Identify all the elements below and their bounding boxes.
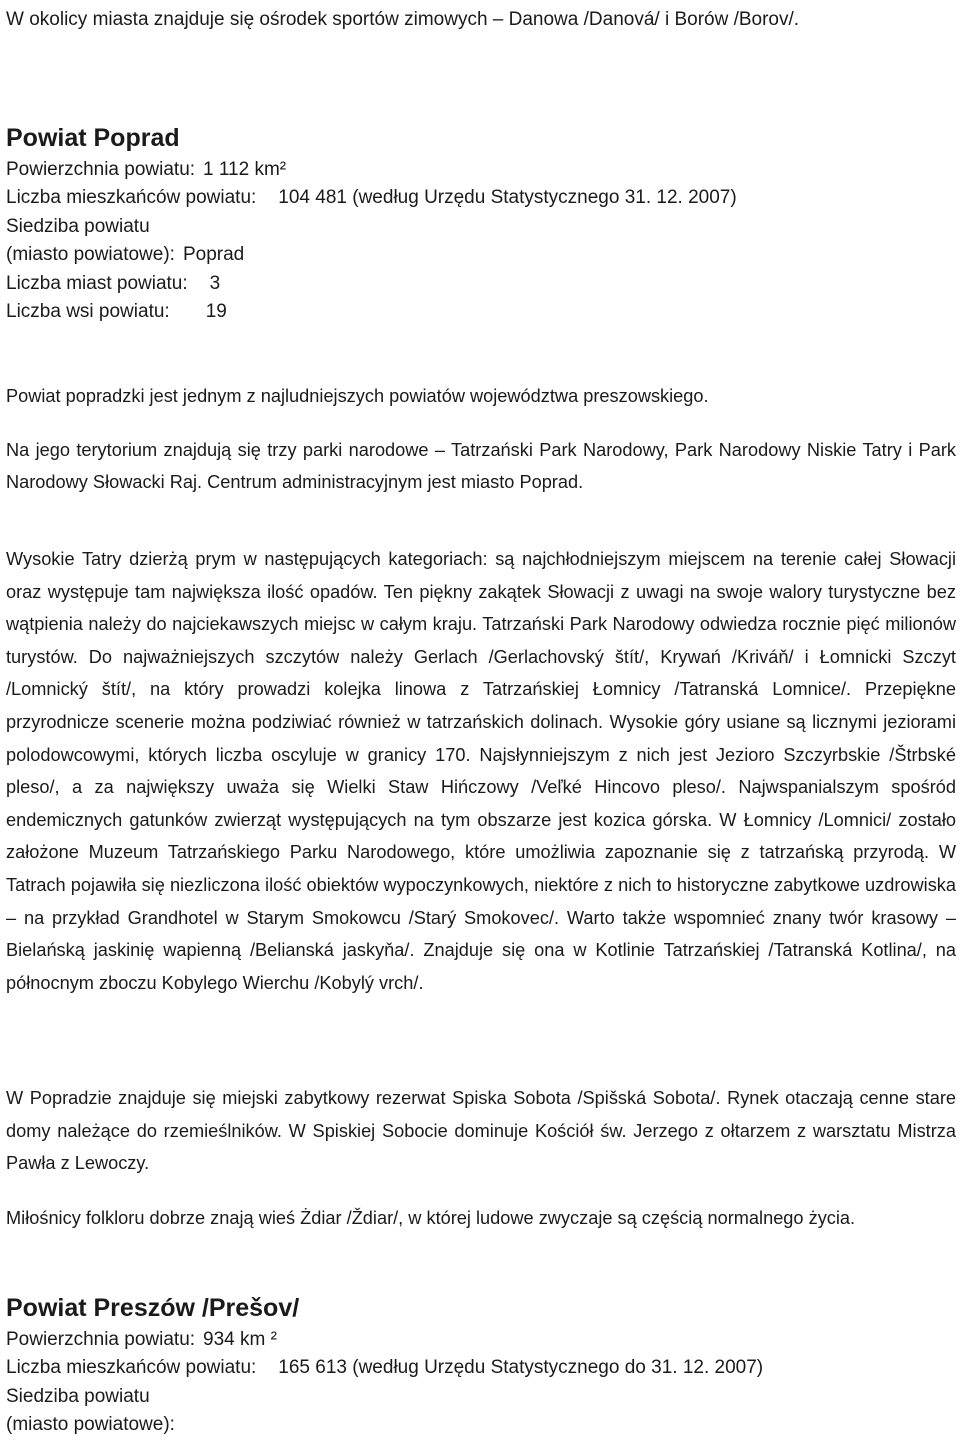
section-title-poprad: Powiat Poprad xyxy=(6,124,180,152)
poprad-paragraph-4: W Popradzie znajduje się miejski zabytkowy rezerwat Spiska Sobota /Spišská Sobota/. Rynek otaczają cenne stare domy należące do rzemieślników. W Spiskiej Sobocie dominuje Kościół św. Jerzego z ołtarzem z warsztatu Mistrza Pawła z Lewoczy. xyxy=(6,1088,956,1174)
presov-seat-label-1: Siedziba powiatu xyxy=(6,1385,150,1407)
poprad-population-value: 104 481 (według Urzędu Statystycznego 31. 12. 2007) xyxy=(278,187,737,209)
poprad-towns-value: 3 xyxy=(209,272,221,294)
presov-seat-row-2 xyxy=(6,1411,763,1439)
poprad-villages-value: 19 xyxy=(205,300,227,322)
poprad-area-label: Powierzchnia powiatu: xyxy=(6,159,196,180)
poprad-towns-label: Liczba miast powiatu: xyxy=(6,272,188,294)
presov-population-label: Liczba mieszkańców powiatu: xyxy=(6,1357,257,1379)
presov-population-value: 165 613 (według Urzędu Statystycznego do 31. 12. 2007) xyxy=(278,1357,764,1379)
presov-seat-row-1 xyxy=(6,1383,763,1411)
presov-population-row xyxy=(6,1354,763,1382)
poprad-paragraph-3: Wysokie Tatry dzierżą prym w następujących kategoriach: są najchłodniejszym miejscem na terenie całej Słowacji oraz występuje tam największa ilość opadów. Ten piękny zakątek Słowacji z uwagi na swoje walory turystyczne bez wątpienia należy do najciekawszych miejsc w całym kraju. Tatrzański Park Narodowy odwiedza rocznie pięć milionów turystów. Do najważniejszych szczytów należy Gerlach /Gerlachovský štít/, Krywań /Kriváň/ i Łomnicki Szczyt /Lomnický štít/, na który prowadzi kolejka linowa z Tatrzańskiej Łomnicy /Tatranská Lomnice/. Przepiękne przyrodnicze scenerie można podziwiać również w tatrzańskich dolinach. Wysokie góry usiane są licznymi jeziorami polodowcowymi, których liczba oscyluje w granicy 170. Najsłynniejszym z nich jest Jezioro Szczyrbskie /Štrbské pleso/, a za największy uważa się Wielki Staw Hińczowy /Veľké Hincovo pleso/. Najwspanialszym spośród endemicznych gatunków zwierząt występujących na tym obszarze jest kozica górska. W Łomnicy /Lomnici/ zostało założone Muzeum Tatrzańskiego Parku Narodowego, które umożliwia zapoznanie się z tatrzańską przyrodą. W Tatrach pojawiła się niezliczona ilość obiektów wypoczynkowych, niektóre z nich to historyczne zabytkowe uzdrowiska – na przykład Grandhotel w Starym Smokowcu /Starý Smokovec/. Warto także wspomnieć znany twór krasowy – Bielańską jaskinię wapienną /Belianská jaskyňa/. Znajduje się ona w Kotlinie Tatrzańskiej /Tatranská Kotlina/, na północnym zboczu Kobylego Wierchu /Kobylý vrch/. xyxy=(6,549,956,993)
poprad-towns-row xyxy=(6,270,737,298)
poprad-paragraph-2: Na jego terytorium znajdują się trzy parki narodowe – Tatrzański Park Narodowy, Park Narodowy Niskie Tatry i Park Narodowy Słowacki Raj. Centrum administracyjnym jest miasto Poprad. xyxy=(6,440,956,492)
poprad-info-block xyxy=(6,156,737,326)
poprad-seat-label-1: Siedziba powiatu xyxy=(6,215,150,237)
poprad-paragraph-1: Powiat popradzki jest jednym z najludniejszych powiatów województwa preszowskiego. xyxy=(6,386,709,406)
presov-info-block xyxy=(6,1326,763,1440)
poprad-population-row xyxy=(6,184,737,212)
poprad-seat-label-2: (miasto powiatowe): xyxy=(6,244,175,266)
poprad-area-row xyxy=(6,156,737,184)
poprad-seat-row-2 xyxy=(6,241,737,269)
poprad-villages-label: Liczba wsi powiatu: xyxy=(6,300,170,322)
poprad-population-label: Liczba mieszkańców powiatu: xyxy=(6,187,257,209)
intro-text: W okolicy miasta znajduje się ośrodek sportów zimowych – Danowa /Danová/ i Borów /Borov/. xyxy=(6,9,800,30)
poprad-area-value: 1 112 km² xyxy=(203,159,287,180)
section-title-presov: Powiat Preszów /Prešov/ xyxy=(6,1294,300,1322)
poprad-seat-row-1 xyxy=(6,213,737,241)
poprad-villages-row xyxy=(6,298,737,326)
presov-seat-label-2: (miasto powiatowe): xyxy=(6,1414,175,1436)
poprad-paragraph-5: Miłośnicy folkloru dobrze znają wieś Żdiar /Ždiar/, w której ludowe zwyczaje są częścią normalnego życia. xyxy=(6,1208,856,1228)
presov-area-label: Powierzchnia powiatu: xyxy=(6,1329,196,1350)
presov-area-value: 934 km ² xyxy=(203,1329,277,1350)
presov-area-row xyxy=(6,1326,763,1354)
poprad-seat-value: Poprad xyxy=(182,244,245,266)
